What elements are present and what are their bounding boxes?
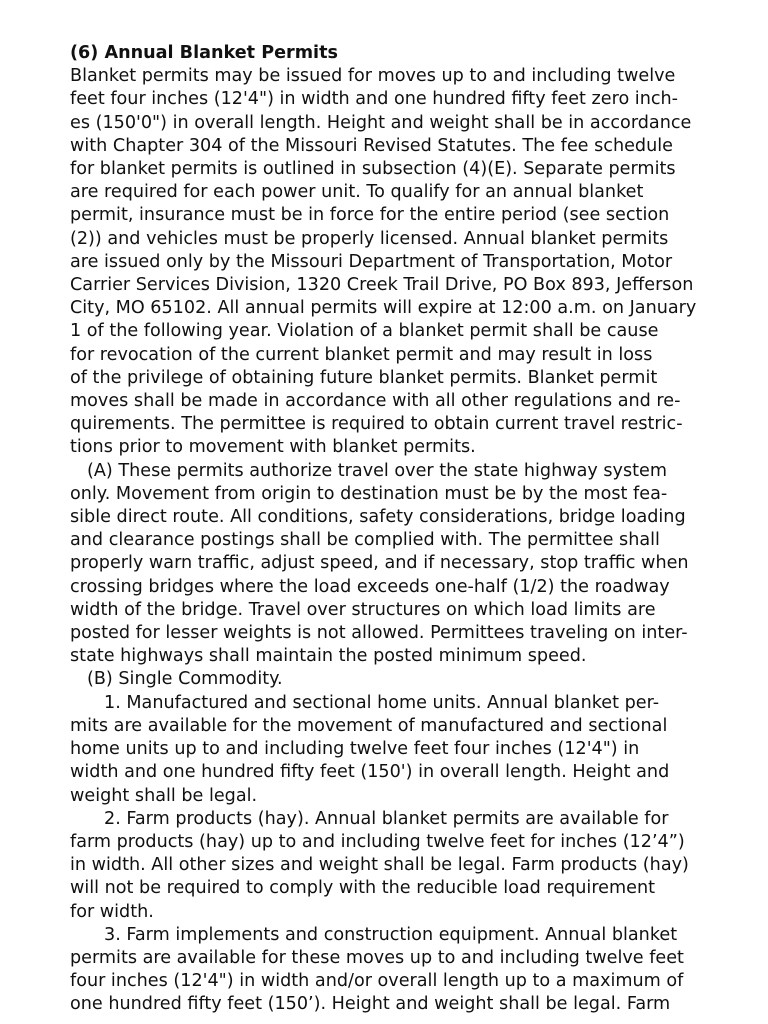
- subsection-b-line: (B) Single Commodity.: [87, 669, 283, 690]
- regulation-text: [70, 42, 710, 1017]
- text-line: one hundred fifty feet (150’). Height and weight shall be legal. Farm: [70, 994, 671, 1015]
- text-line: sible direct route. All conditions, safety considerations, bridge loading: [70, 507, 686, 528]
- text-line: quirements. The permittee is required to obtain current travel restric-: [70, 414, 683, 435]
- text-line: for blanket permits is outlined in subsection (4)(E). Separate permits: [70, 159, 676, 180]
- subsection-a-line: (A) These permits authorize travel over the state highway system: [87, 460, 668, 481]
- text-line: for revocation of the current blanket permit and may result in loss: [70, 344, 653, 365]
- text-line: of the privilege of obtaining future blanket permits. Blanket permit: [70, 367, 658, 388]
- text-line: width and one hundred fifty feet (150') in overall length. Height and: [70, 762, 670, 783]
- text-line: City, MO 65102. All annual permits will expire at 12:00 a.m. on January: [70, 298, 697, 319]
- text-line: 1 of the following year. Violation of a blanket permit shall be cause: [70, 321, 659, 342]
- text-line: home units up to and including twelve feet four inches (12'4") in: [70, 739, 640, 760]
- text-line: four inches (12'4") in width and/or overall length up to a maximum of: [70, 971, 684, 992]
- text-line: width of the bridge. Travel over structures on which load limits are: [70, 599, 656, 620]
- item-3-line: 3. Farm implements and construction equipment. Annual blanket: [104, 924, 678, 945]
- text-line: properly warn traffic, adjust speed, and if necessary, stop traffic when: [70, 553, 689, 574]
- text-line: in width. All other sizes and weight shall be legal. Farm products (hay): [70, 855, 689, 876]
- text-line: and clearance postings shall be complied with. The permittee shall: [70, 530, 660, 551]
- text-line: for width.: [70, 901, 154, 922]
- text-line: es (150'0") in overall length. Height and weight shall be in accordance: [70, 112, 692, 133]
- text-line: with Chapter 304 of the Missouri Revised Statutes. The fee schedule: [70, 135, 673, 156]
- section-heading: (6) Annual Blanket Permits: [70, 43, 338, 63]
- text-line: posted for lesser weights is not allowed. Permittees traveling on inter-: [70, 623, 688, 644]
- text-line: state highways shall maintain the posted minimum speed.: [70, 646, 587, 667]
- text-line: Blanket permits may be issued for moves up to and including twelve: [70, 66, 676, 87]
- text-line: weight shall be legal.: [70, 785, 258, 806]
- text-line: permits are available for these moves up to and including twelve feet: [70, 947, 684, 968]
- text-line: moves shall be made in accordance with all other regulations and re-: [70, 391, 681, 412]
- text-line: are required for each power unit. To qualify for an annual blanket: [70, 182, 644, 203]
- text-line: tions prior to movement with blanket permits.: [70, 437, 476, 458]
- item-1-line: 1. Manufactured and sectional home units. Annual blanket per-: [104, 692, 660, 713]
- text-line: feet four inches (12'4") in width and one hundred fifty feet zero inch-: [70, 89, 679, 110]
- text-line: farm products (hay) up to and including twelve feet for inches (12’4”): [70, 831, 685, 852]
- text-line: are issued only by the Missouri Department of Transportation, Motor: [70, 251, 673, 272]
- text-line: crossing bridges where the load exceeds one-half (1/2) the roadway: [70, 576, 670, 597]
- text-line: Carrier Services Division, 1320 Creek Trail Drive, PO Box 893, Jefferson: [70, 275, 694, 296]
- text-line: will not be required to comply with the reducible load requirement: [70, 878, 656, 899]
- item-2-line: 2. Farm products (hay). Annual blanket permits are available for: [104, 808, 669, 829]
- text-line: permit, insurance must be in force for the entire period (see section: [70, 205, 670, 226]
- text-line: only. Movement from origin to destination must be by the most fea-: [70, 483, 668, 504]
- text-line: (2)) and vehicles must be properly licensed. Annual blanket permits: [70, 228, 669, 249]
- text-line: mits are available for the movement of manufactured and sectional: [70, 715, 668, 736]
